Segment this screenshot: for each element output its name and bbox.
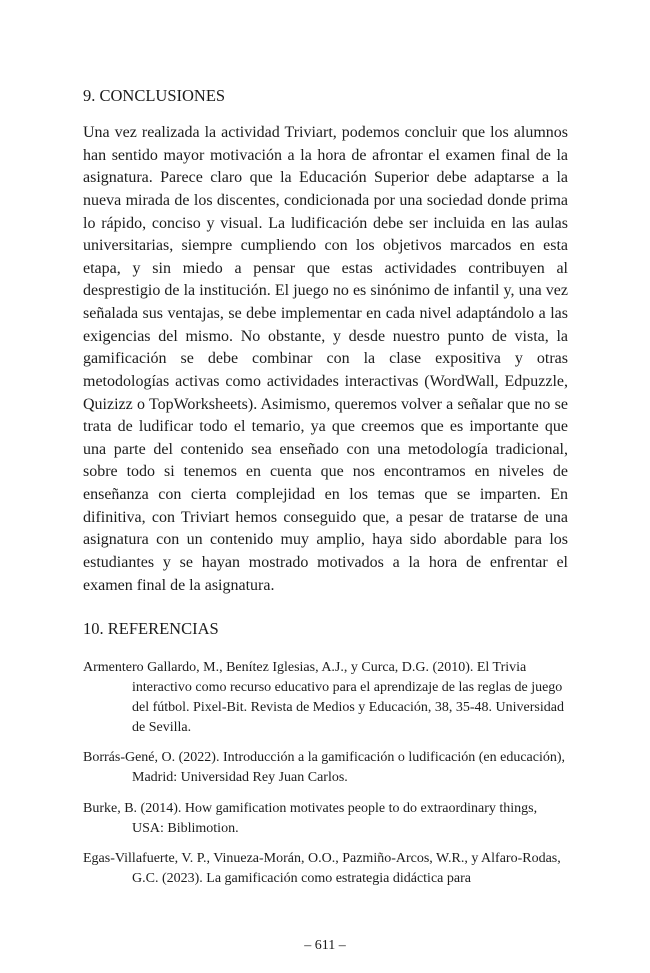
page-number: – 611 – bbox=[304, 938, 346, 953]
conclusions-paragraph: Una vez realizada la actividad Triviart, podemos concluir que los alumnos han sentido mayor motivación a la hora de afrontar el examen final de la asignatura. Parece claro que la Educación Superior debe adaptarse a la nueva mirada de los discentes, condicionada por una sociedad donde prima lo rápido, conciso y visual. La ludificación debe ser incluida en las aulas universitarias, siempre cumpliendo con los objetivos marcados en esta etapa, y sin miedo a pensar que estas actividades contribuyen al desprestigio de la institución. El juego no es sinónimo de infantil y, una vez señalada sus ventajas, se debe implementar en cada nivel adaptándolo a las exigencias del mismo. No obstante, y desde nuestro punto de vista, la gamificación se debe combinar con la clase expositiva y otras metodologías activas como actividades interactivas (WordWall, Edpuzzle, Quizizz o TopWorksheets). Asimismo, queremos volver a señalar que no se trata de ludificar todo el temario, ya que creemos que es importante que una parte del contenido sea enseñado con una metodología tradicional, sobre todo si tenemos en cuenta que nos encontramos en niveles de enseñanza con cierta complejidad en los temas que se imparten. En difinitiva, con Triviart hemos conseguido que, a pesar de tratarse de una asignatura con un contenido muy amplio, haya sido abordable para los estudiantes y se hayan mostrado motivados a la hora de enfrentar el examen final de la asignatura. bbox=[83, 124, 568, 594]
reference-item: Egas-Villafuerte, V. P., Vinueza-Morán, O.O., Pazmiño-Arcos, W.R., y Alfaro-Rodas, G.C. (2023). La gamificación como estrategia didáctica para bbox=[83, 850, 561, 886]
reference-item: Burke, B. (2014). How gamification motivates people to do extraordinary things, USA: Biblimotion. bbox=[83, 800, 538, 836]
reference-list bbox=[83, 658, 568, 899]
section-heading-referencias: 10. REFERENCIAS bbox=[83, 619, 219, 638]
section-heading-conclusiones: 9. CONCLUSIONES bbox=[83, 86, 226, 105]
reference-item: Armentero Gallardo, M., Benítez Iglesias, A.J., y Curca, D.G. (2010). El Trivia interactivo como recurso educativo para el aprendizaje de las reglas de juego del fútbol. Pixel-Bit. Revista de Medios y Educación, 38, 35-48. Universidad de Sevilla. bbox=[83, 660, 564, 736]
reference-item: Borrás-Gené, O. (2022). Introducción a la gamificación o ludificación (en educación), Madrid: Universidad Rey Juan Carlos. bbox=[83, 750, 566, 786]
